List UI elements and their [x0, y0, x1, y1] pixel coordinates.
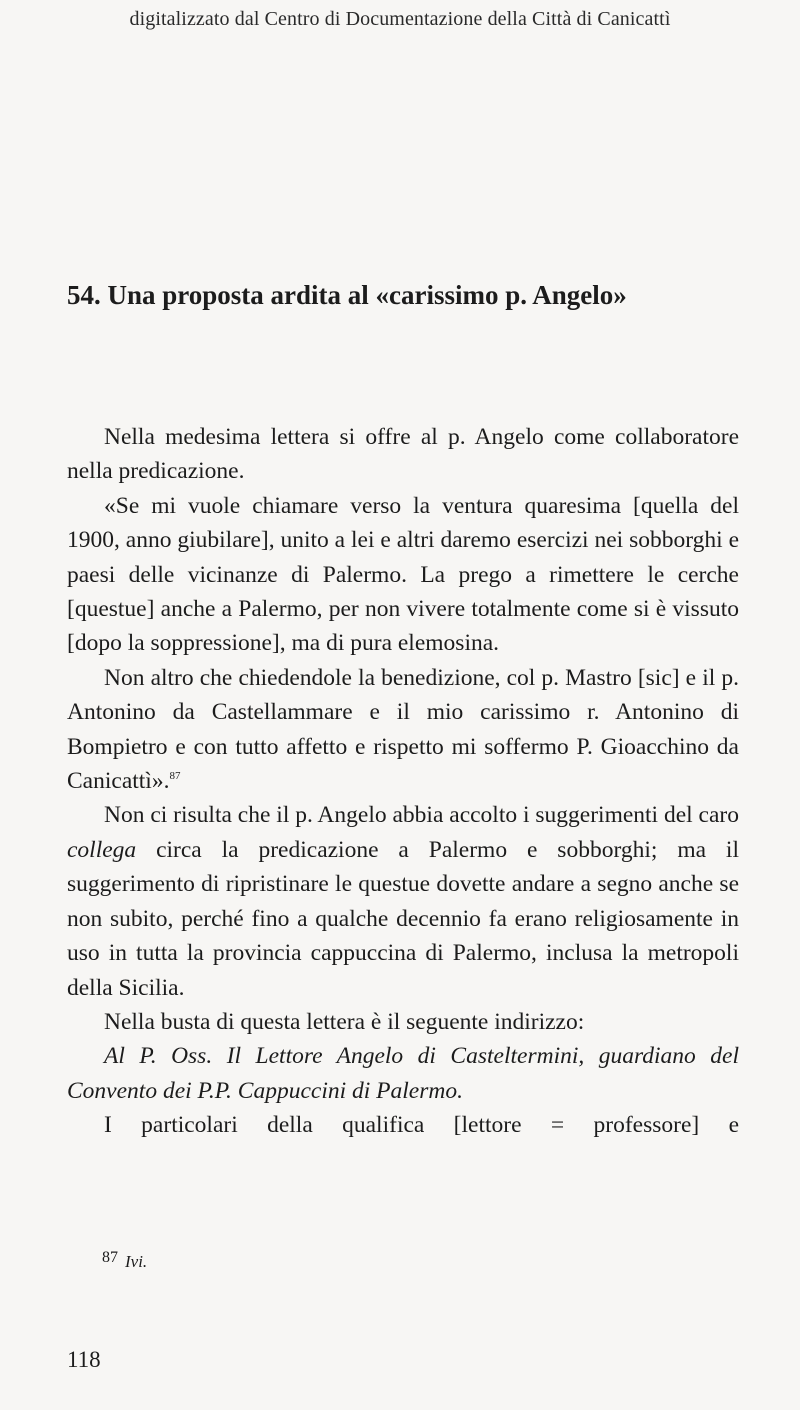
paragraph-1: Nella medesima lettera si offre al p. Angelo come collaboratore nella predicazione. — [67, 424, 739, 485]
page-number: 118 — [67, 1347, 101, 1372]
body-text — [67, 420, 739, 1143]
envelope-address: Al P. Oss. Il Lettore Angelo di Casteltermini, guardiano del Convento dei P.P. Cappuccini di Palermo. — [67, 1043, 739, 1104]
paragraph-4-text-a: Non ci risulta che il p. Angelo abbia accolto i suggerimenti del caro — [104, 802, 739, 829]
paragraph-4-text-b: circa la predicazione a Palermo e sobborghi; ma il suggerimento di ripristinare le questue dovette andare a segno anche se non subito, perché fino a qualche decennio fa erano religiosamente in uso in tutta la provincia cappuccina di Palermo, inclusa la metropoli della Sicilia. — [67, 836, 739, 1001]
paragraph-5: Nella busta di questa lettera è il seguente indirizzo: — [104, 1008, 585, 1035]
footnote — [102, 1249, 148, 1272]
footnote-reference: 87 — [169, 770, 181, 783]
footnote-text: Ivi. — [125, 1252, 148, 1271]
paragraph-3-letter-closing — [67, 661, 739, 799]
paragraph-6-address — [67, 1039, 739, 1108]
paragraph-2-letter-quote: «Se mi vuole chiamare verso la ventura quaresima [quella del 1900, anno giubilare], unito a lei e altri daremo esercizi nei sobborghi e paesi delle vicinanze di Palermo. La prego a rimettere le cerche [questue] anche a Palermo, per non vivere totalmente come si è vissuto [dopo la soppressione], ma di pura elemosina. — [67, 492, 739, 657]
paragraph-4-italic-word: collega — [67, 836, 137, 863]
chapter-title: 54. Una proposta ardita al «carissimo p. Angelo» — [67, 280, 627, 310]
digitization-watermark: digitalizzato dal Centro di Documentazione della Città di Canicattì — [129, 8, 671, 30]
paragraph-4 — [67, 798, 739, 1004]
footnote-number: 87 — [102, 1249, 118, 1266]
paragraph-3-text: Non altro che chiedendole la benedizione, col p. Mastro [sic] e il p. Antonino da Castellammare e il mio carissimo r. Antonino di Bompietro e con tutto affetto e rispetto mi soffermo P. Gioacchino da Canicattì». — [67, 664, 739, 795]
paragraph-7: I particolari della qualifica [lettore = professore] e — [104, 1112, 739, 1139]
